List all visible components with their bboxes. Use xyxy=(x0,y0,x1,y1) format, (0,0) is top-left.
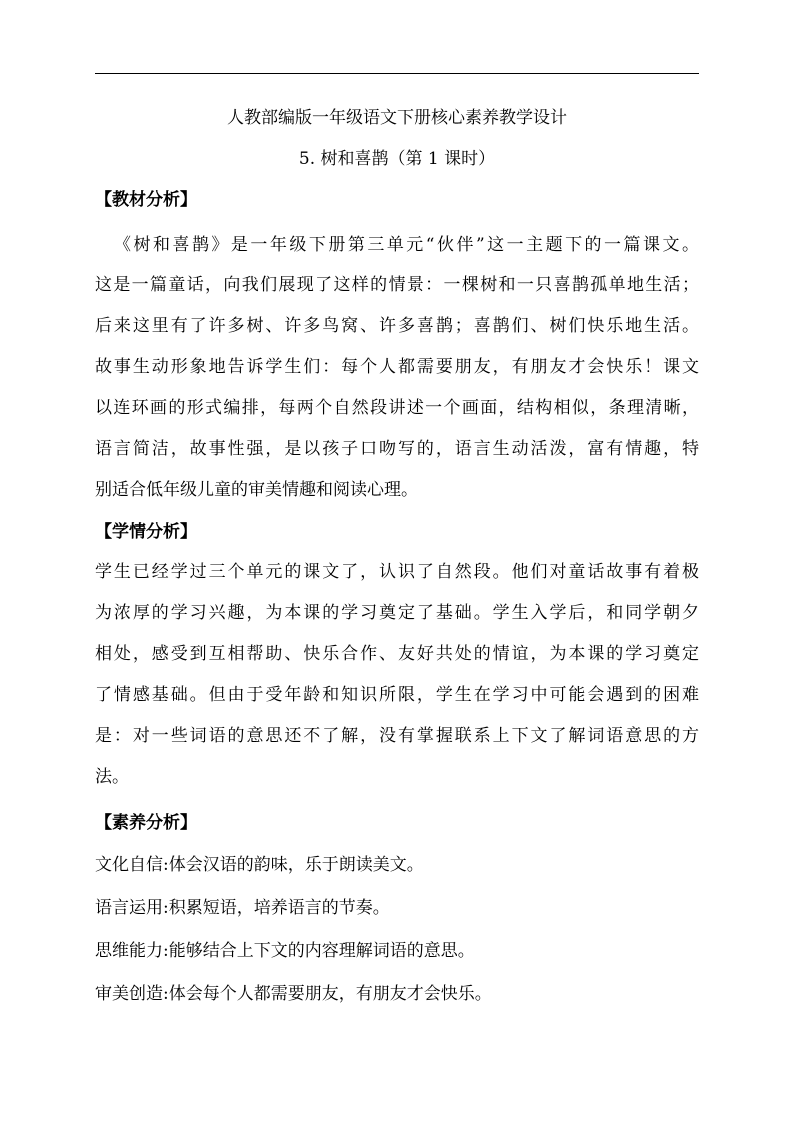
paragraph-line: 这是一篇童话，向我们展现了这样的情景：一棵树和一只喜鹊孤单地生活； xyxy=(95,275,699,295)
literacy-item: 语言运用:积累短语，培养语言的节奏。 xyxy=(95,898,390,918)
paragraph-line: 了情感基础。但由于受年龄和知识所限，学生在学习中可能会遇到的困难 xyxy=(95,685,699,705)
document-title: 人教部编版一年级语文下册核心素养教学设计 xyxy=(227,108,567,128)
lesson-title: 5. 树和喜鹊（第 1 课时） xyxy=(298,149,496,169)
heading-textbook-analysis: 【教材分析】 xyxy=(95,190,197,210)
heading-literacy-analysis: 【素养分析】 xyxy=(95,813,197,833)
literacy-item: 文化自信:体会汉语的韵味，乐于朗读美文。 xyxy=(95,855,424,875)
paragraph-line: 《树和喜鹊》是一年级下册第三单元“伙伴”这一主题下的一篇课文。 xyxy=(114,235,699,255)
literacy-item: 审美创造:体会每个人都需要朋友，有朋友才会快乐。 xyxy=(95,984,492,1004)
heading-student-analysis: 【学情分析】 xyxy=(95,522,197,542)
paragraph-line: 故事生动形象地告诉学生们：每个人都需要朋友，有朋友才会快乐！课文 xyxy=(95,357,699,377)
paragraph-line: 语言简洁，故事性强，是以孩子口吻写的，语言生动活泼，富有情趣，特 xyxy=(95,439,699,459)
paragraph-line: 是：对一些词语的意思还不了解，没有掌握联系上下文了解词语意思的方 xyxy=(95,726,699,746)
paragraph-line: 相处，感受到互相帮助、快乐合作、友好共处的情谊，为本课的学习奠定 xyxy=(95,644,699,664)
paragraph-line: 别适合低年级儿童的审美情趣和阅读心理。 xyxy=(95,480,418,500)
paragraph-line: 学生已经学过三个单元的课文了，认识了自然段。他们对童话故事有着极 xyxy=(95,562,699,582)
paragraph-line: 法。 xyxy=(95,767,129,787)
paragraph-line: 以连环画的形式编排，每两个自然段讲述一个画面，结构相似，条理清晰， xyxy=(95,398,699,418)
paragraph-line: 为浓厚的学习兴趣，为本课的学习奠定了基础。学生入学后，和同学朝夕 xyxy=(95,603,699,623)
paragraph-line: 后来这里有了许多树、许多鸟窝、许多喜鹊；喜鹊们、树们快乐地生活。 xyxy=(95,316,699,336)
literacy-item: 思维能力:能够结合上下文的内容理解词语的意思。 xyxy=(95,941,475,961)
header-rule xyxy=(95,73,699,74)
